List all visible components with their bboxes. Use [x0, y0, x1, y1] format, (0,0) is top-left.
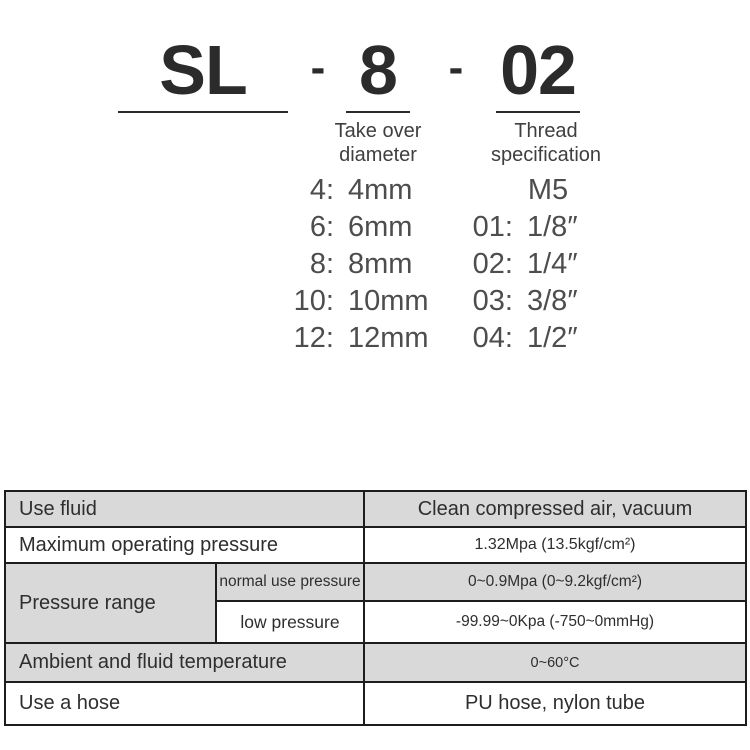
table-row-use-fluid — [5, 491, 746, 527]
table-row-hose — [5, 682, 746, 725]
thread-option — [455, 283, 641, 320]
size-code-label-line2: diameter — [339, 144, 417, 166]
size-option — [282, 283, 454, 320]
size-option — [282, 172, 454, 209]
size-options-list — [282, 172, 454, 357]
thread-option-code: 03: — [472, 285, 513, 317]
thread-option-value: 1/4″ — [527, 248, 578, 280]
size-option-value: 6mm — [348, 211, 413, 243]
normal-use-pressure-label: normal use pressure — [216, 563, 364, 601]
thread-option — [455, 320, 641, 357]
spec-table — [4, 490, 747, 726]
low-pressure-label: low pressure — [216, 601, 364, 643]
max-pressure-value: 1.32Mpa (13.5kgf/cm²) — [364, 527, 746, 563]
pressure-range-label: Pressure range — [5, 563, 216, 643]
size-option-value: 10mm — [348, 285, 429, 317]
use-fluid-label: Use fluid — [5, 491, 364, 527]
size-option — [282, 209, 454, 246]
hose-label: Use a hose — [5, 682, 364, 725]
size-code-label-line1: Take over — [334, 120, 422, 142]
hose-value: PU hose, nylon tube — [364, 682, 746, 725]
thread-option — [455, 246, 641, 283]
size-option-code: 10: — [293, 285, 334, 317]
size-option-value: 12mm — [348, 322, 429, 354]
thread-option-value: 1/2″ — [527, 322, 578, 354]
max-pressure-label: Maximum operating pressure — [5, 527, 364, 563]
model-thread-code: 02 — [496, 29, 580, 113]
code-separator-2: - — [448, 43, 464, 92]
size-option-code: 12: — [293, 322, 334, 354]
temperature-label: Ambient and fluid temperature — [5, 643, 364, 682]
thread-code-label — [458, 119, 634, 167]
size-option-code: 8: — [309, 248, 334, 280]
thread-option — [455, 209, 641, 246]
thread-code-label-line1: Thread — [514, 120, 578, 142]
table-row-pressure-normal — [5, 563, 746, 601]
thread-code-label-line2: specification — [490, 144, 602, 166]
thread-option-base: M5 — [527, 174, 569, 206]
size-option-code: 6: — [309, 211, 334, 243]
thread-option-code: 04: — [472, 322, 513, 354]
thread-option-code: 02: — [472, 248, 513, 280]
thread-option-value: 3/8″ — [527, 285, 578, 317]
size-option-value: 4mm — [348, 174, 413, 206]
temperature-value: 0~60°C — [364, 643, 746, 682]
model-series-code: SL — [118, 29, 288, 113]
size-option — [282, 320, 454, 357]
table-row-temperature — [5, 643, 746, 682]
code-separator-1: - — [310, 43, 326, 92]
use-fluid-value: Clean compressed air, vacuum — [364, 491, 746, 527]
size-option-value: 8mm — [348, 248, 413, 280]
table-row-max-pressure — [5, 527, 746, 563]
model-size-code: 8 — [346, 29, 410, 113]
thread-options-list — [455, 172, 641, 357]
low-pressure-value: -99.99~0Kpa (-750~0mmHg) — [364, 601, 746, 643]
normal-use-pressure-value: 0~0.9Mpa (0~9.2kgf/cm²) — [364, 563, 746, 601]
size-code-label — [298, 119, 458, 167]
size-option — [282, 246, 454, 283]
thread-option-value: 1/8″ — [527, 211, 578, 243]
size-option-code: 4: — [309, 174, 334, 206]
thread-option-code: 01: — [472, 211, 513, 243]
